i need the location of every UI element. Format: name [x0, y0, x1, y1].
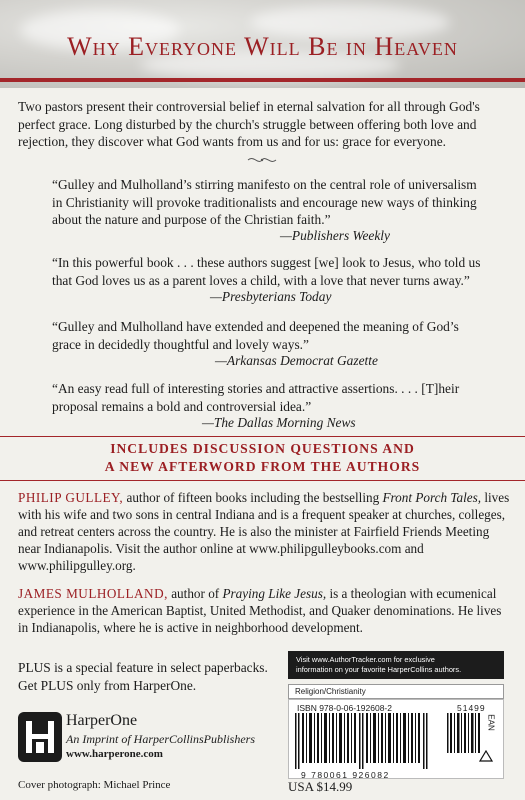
author-bio — [18, 489, 513, 574]
bio-text: author of — [167, 586, 223, 601]
title-rule — [0, 78, 525, 82]
bio-text: lives with his wife and two sons in central Indiana and is a frequent speaker at churches, colleges, and retreat centers across the country. He is also the minister at Fairfield Friends Meeting near Indianapolis. Visit the author online at www.philipgulleybooks.com and www.philipgulley.org. — [18, 490, 510, 573]
banner-rule — [0, 436, 525, 437]
ean-label: EAN — [486, 714, 496, 731]
header-sky — [0, 0, 525, 88]
barcode-bars — [295, 713, 435, 769]
author-bio — [18, 585, 513, 636]
book-title: Praying Like Jesus, — [222, 586, 327, 601]
author-tracker-box — [288, 651, 504, 679]
quote-text: “Gulley and Mulholland’s stirring manifesto on the central role of universalism in Christianity will provoke traditionalists and encourage new ways of thinking about the nature and purpose of the Christian faith.” — [52, 177, 477, 227]
barcode-addon-bars — [447, 713, 483, 753]
quote-source: —Arkansas Democrat Gazette — [215, 353, 378, 368]
author-name: JAMES MULHOLLAND, — [18, 586, 168, 601]
barcode-addon-number: 51499 — [457, 703, 486, 713]
ornament-icon — [246, 155, 278, 165]
barcode-number: 9 780061 926082 — [301, 770, 390, 780]
bio-text: author of fifteen books including the bestselling — [123, 490, 383, 505]
quote-text: “In this powerful book . . . these authors suggest [we] look to Jesus, who told us that God loves us as a parent loves a child, with a love that never turns away.” — [52, 255, 481, 288]
harperone-logo-icon — [18, 712, 62, 762]
banner-line: INCLUDES DISCUSSION QUESTIONS AND — [110, 441, 415, 456]
bio-text: is a theologian with ecumenical experience in the American Baptist, United Methodist, and Quaker denominations. He lives in Indianapolis, where he is active in neighborhood development. — [18, 586, 502, 635]
banner-line: A NEW AFTERWORD FROM THE AUTHORS — [104, 459, 421, 474]
author-tracker-text: Visit www.AuthorTracker.com for exclusive — [296, 655, 435, 664]
quote-text: “An easy read full of interesting stories and attractive assertions. . . . [T]heir proposal remains a bold and controversial idea.” — [52, 381, 460, 414]
publisher-name: HarperOne — [66, 712, 138, 729]
book-title: Front Porch Tales, — [382, 490, 482, 505]
author-name: PHILIP GULLEY, — [18, 490, 124, 505]
plus-note: PLUS is a special feature in select paperbacks. — [18, 660, 268, 675]
author-tracker-text: information on your favorite HarperCollins authors. — [296, 665, 462, 674]
banner-rule — [0, 480, 525, 481]
quote-source: —Presbyterians Today — [210, 289, 332, 304]
publisher-imprint: An Imprint of HarperCollinsPublishers — [66, 732, 256, 746]
quote-source: —Publishers Weekly — [280, 228, 390, 243]
cover-credit: Cover photograph: Michael Prince — [18, 779, 171, 791]
intro-paragraph: Two pastors present their controversial belief in eternal salvation for all through God's perfect grace. Long disturbed by the church's struggle between offering both love and rejection, they discover what God wants from us and for us: grace for everyone. — [18, 99, 480, 149]
page-title: Why Everyone Will Be in Heaven — [67, 32, 458, 61]
price: USA $14.99 — [288, 779, 353, 794]
triangle-icon — [479, 750, 493, 762]
isbn-text: ISBN 978-0-06-192608-2 — [297, 703, 392, 713]
quote-source: —The Dallas Morning News — [202, 415, 356, 430]
plus-note: Get PLUS only from HarperOne. — [18, 678, 197, 693]
publisher-url: www.harperone.com — [66, 748, 163, 760]
category-label: Religion/Christianity — [288, 684, 504, 699]
quote-text: “Gulley and Mulholland have extended and deepened the meaning of God’s grace in decidedly thoughtful and lovely ways.” — [52, 319, 459, 352]
barcode — [288, 699, 504, 779]
